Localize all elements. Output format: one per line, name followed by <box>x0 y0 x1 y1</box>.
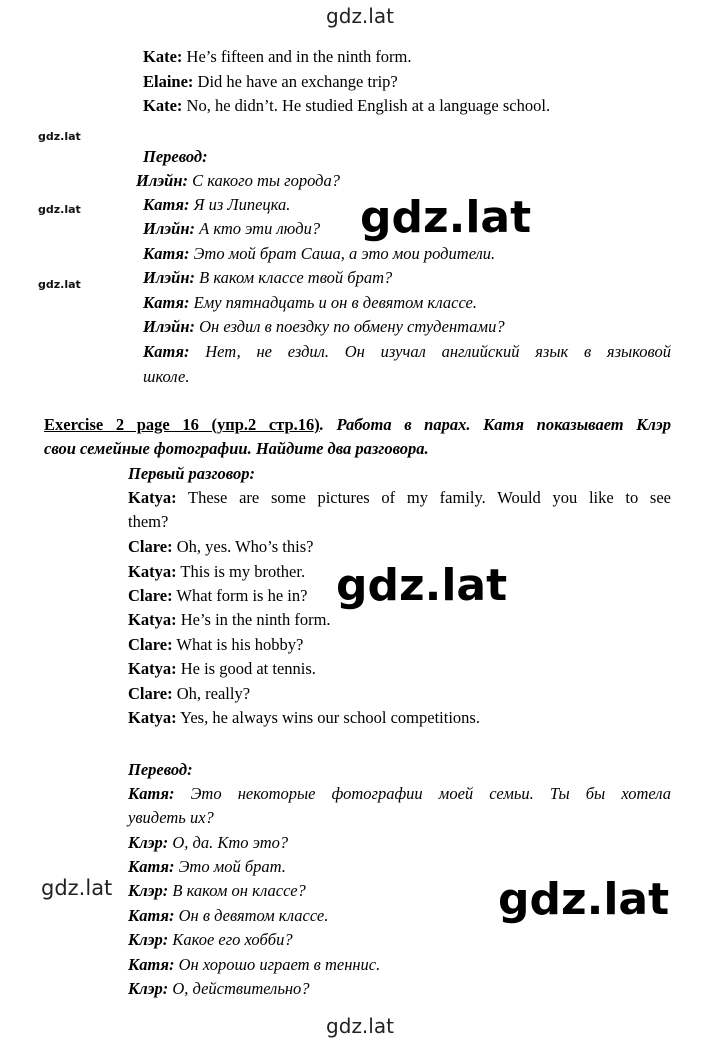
dialogue-line: Katya: Yes, he always wins our school competitions. <box>128 708 480 727</box>
translation-line: Клэр: О, действительно? <box>128 979 310 998</box>
watermark-mid-left: gdz.lat <box>41 876 113 900</box>
translation-line-continuation: увидеть их? <box>128 808 214 827</box>
watermark-big-3: gdz.lat <box>498 874 670 925</box>
translation-line: Катя: Он в девятом классе. <box>128 906 329 925</box>
conversation-heading: Первый разговор: <box>128 464 255 483</box>
exercise-heading: Exercise 2 page 16 (упр.2 стр.16). Работа в парах. Катя показывает Клэр <box>44 415 671 434</box>
watermark-bottom: gdz.lat <box>326 1014 394 1038</box>
dialogue-line: Katya: These are some pictures of my family. Would you like to see <box>128 488 671 507</box>
translation-line: Илэйн: Он ездил в поездку по обмену студентами? <box>143 317 505 336</box>
dialogue-line: Elaine: Did he have an exchange trip? <box>143 72 398 91</box>
watermark-big-1: gdz.lat <box>360 192 532 243</box>
translation-line: Катя: Ему пятнадцать и он в девятом классе. <box>143 293 478 312</box>
watermark-small-2: gdz.lat <box>38 203 81 216</box>
dialogue-line: Clare: Oh, yes. Who’s this? <box>128 537 314 556</box>
watermark-top: gdz.lat <box>326 4 394 28</box>
translation-line: Катя: Он хорошо играет в теннис. <box>128 955 381 974</box>
translation-line: Катя: Это мой брат Саша, а это мои родители. <box>143 244 496 263</box>
dialogue-line: Katya: He is good at tennis. <box>128 659 316 678</box>
translation-line: Клэр: В каком он классе? <box>128 881 306 900</box>
dialogue-line: Kate: No, he didn’t. He studied English at a language school. <box>143 96 551 115</box>
translation-line: Катя: Это мой брат. <box>128 857 286 876</box>
dialogue-line: Kate: He’s fifteen and in the ninth form. <box>143 47 412 66</box>
translation-line: Илэйн: В каком классе твой брат? <box>143 268 393 287</box>
exercise-ref: Exercise 2 page 16 (упр.2 стр.16) <box>44 415 320 434</box>
translation-heading: Перевод: <box>143 147 208 166</box>
translation-line: Илэйн: С какого ты города? <box>136 171 340 190</box>
translation-heading: Перевод: <box>128 760 193 779</box>
translation-line: Катя: Я из Липецка. <box>143 195 291 214</box>
translation-line: Илэйн: А кто эти люди? <box>143 219 321 238</box>
translation-line: Клэр: Какое его хобби? <box>128 930 293 949</box>
dialogue-line: Katya: This is my brother. <box>128 562 306 581</box>
watermark-big-2: gdz.lat <box>336 560 508 611</box>
dialogue-line: Katya: He’s in the ninth form. <box>128 610 331 629</box>
translation-line: Катя: Нет, не ездил. Он изучал английский язык в языковой <box>143 342 671 361</box>
dialogue-line: Clare: What form is he in? <box>128 586 308 605</box>
translation-line-continuation: школе. <box>143 367 190 386</box>
translation-line: Катя: Это некоторые фотографии моей семьи. Ты бы хотела <box>128 784 671 803</box>
dialogue-line: Clare: What is his hobby? <box>128 635 304 654</box>
watermark-small-3: gdz.lat <box>38 278 81 291</box>
exercise-task-continuation: свои семейные фотографии. Найдите два разговора. <box>44 439 429 458</box>
dialogue-line: Clare: Oh, really? <box>128 684 251 703</box>
translation-line: Клэр: О, да. Кто это? <box>128 833 289 852</box>
watermark-small-1: gdz.lat <box>38 130 81 143</box>
dialogue-line-continuation: them? <box>128 512 169 531</box>
